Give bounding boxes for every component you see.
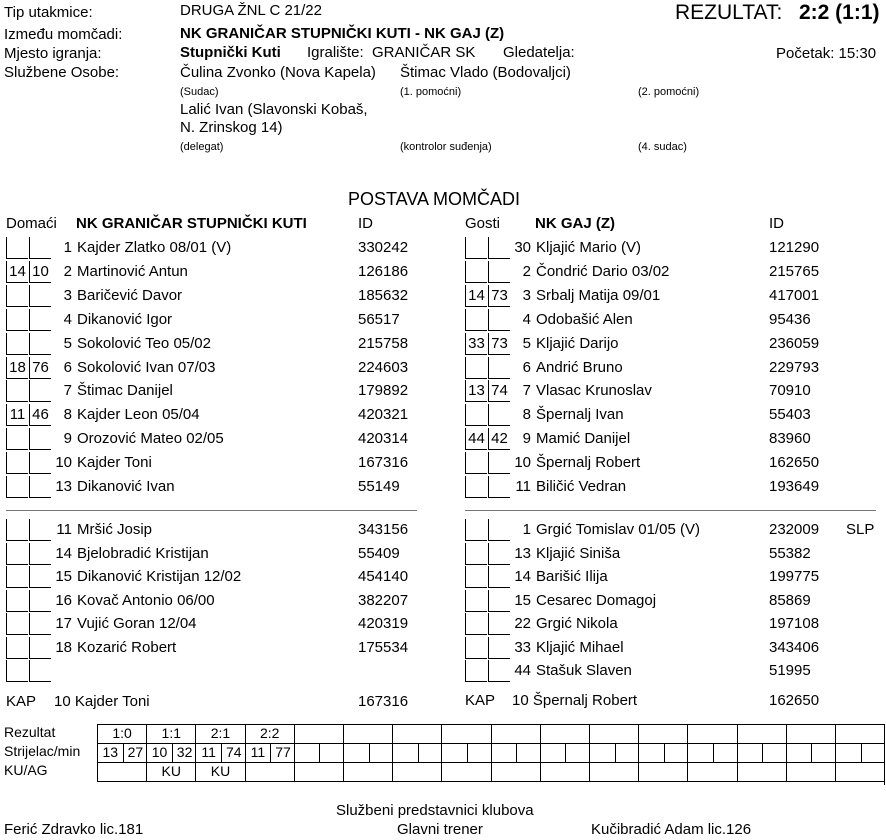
home-player-box-1 xyxy=(6,428,28,450)
goals-grid xyxy=(97,724,885,785)
home-player-id: 224603 xyxy=(358,358,409,376)
home-player-name: Sokolović Ivan 07/03 xyxy=(77,358,216,376)
delegate-line2: N. Zrinskog 14) xyxy=(180,119,283,136)
away-player-name: Biličić Vedran xyxy=(536,478,627,495)
away-sub-note: SLP xyxy=(846,521,875,538)
goal-grid-cell xyxy=(638,763,687,782)
home-sub-name: Kozarić Robert xyxy=(77,638,177,656)
away-player-box-2: 42 xyxy=(488,428,510,450)
goal-grid-cell xyxy=(392,725,441,744)
goal-grid-cell xyxy=(441,763,490,782)
away-player-number: 9 xyxy=(522,430,531,448)
assistant2-role: (2. pomoćni) xyxy=(638,86,700,98)
assistant1-role: (1. pomoćni) xyxy=(400,86,462,98)
home-player-box-1 xyxy=(6,333,28,355)
home-player-name: Kajder Zlatko 08/01 (V) xyxy=(77,239,232,256)
away-sub-id: 343406 xyxy=(769,638,820,656)
goal-grid-cell xyxy=(540,725,589,744)
home-sub-number: 15 xyxy=(55,568,72,585)
goal-grid-cell xyxy=(737,744,786,763)
goal-grid-cell xyxy=(491,763,540,782)
fourth-official-role: (4. sudac) xyxy=(638,141,687,153)
goal-grid-cell xyxy=(589,763,638,782)
home-player-id: 185632 xyxy=(358,286,409,304)
away-sub-id: 85869 xyxy=(769,591,811,609)
home-player-name: Dikanović Ivan xyxy=(77,478,175,495)
teams-label: Između momčadi: xyxy=(4,26,123,43)
away-sub-name: Kljajić Siniša xyxy=(536,544,621,562)
scorer-minute: 77 xyxy=(270,744,295,763)
match-type-value: DRUGA ŽNL C 21/22 xyxy=(180,2,322,19)
scorer-number: 13 xyxy=(102,744,119,760)
goal-grid-cell xyxy=(343,763,392,782)
goal-grid-cell xyxy=(540,763,589,782)
away-player-name: Odobašić Alen xyxy=(536,310,633,328)
away-player-box-2: 74 xyxy=(488,380,510,402)
scorer-number: 11 xyxy=(250,744,266,760)
away-player-box-1 xyxy=(465,237,487,259)
away-sub-number: 22 xyxy=(514,615,531,632)
home-sub-name: Bjelobradić Kristijan xyxy=(77,544,209,562)
away-player-number: 2 xyxy=(522,262,531,280)
goal-grid-cell xyxy=(392,763,441,782)
away-sub-name: Grgić Nikola xyxy=(536,615,618,632)
representative-role: Glavni trener xyxy=(397,821,483,838)
goal-grid-cell xyxy=(589,744,638,763)
goal-grid-cell xyxy=(441,744,490,763)
result-value: 2:2 (1:1) xyxy=(799,1,880,24)
away-divider xyxy=(465,510,876,511)
home-sub-number: 11 xyxy=(56,521,72,538)
away-player-number: 8 xyxy=(522,406,531,424)
away-player-number: 7 xyxy=(522,382,531,400)
away-player-name: Kljajić Mario (V) xyxy=(536,239,642,256)
away-sub-box-1 xyxy=(465,566,487,588)
delegate-role: (delegat) xyxy=(180,141,224,153)
scorer-minute xyxy=(861,744,886,763)
goals-row-ku-label: KU/AG xyxy=(4,762,48,778)
away-player-box-1 xyxy=(465,261,487,283)
home-representative: Ferić Zdravko lic.181 xyxy=(4,821,144,838)
away-player-id: 417001 xyxy=(769,286,820,304)
away-sub-box-1 xyxy=(465,519,487,541)
away-player-name: Andrić Bruno xyxy=(536,358,623,376)
home-player-name: Kajder Leon 05/04 xyxy=(77,406,200,424)
home-player-number: 13 xyxy=(55,478,72,495)
away-captain-id: 162650 xyxy=(769,692,820,709)
away-sub-box-1 xyxy=(465,543,487,565)
away-player-id: 95436 xyxy=(769,310,811,328)
away-player-id: 215765 xyxy=(769,262,820,280)
away-player-number: 11 xyxy=(515,478,531,495)
goal-grid-cell: 1:0 xyxy=(97,725,146,744)
scorer-minute xyxy=(418,744,443,763)
home-player-name: Kajder Toni xyxy=(77,454,152,472)
away-player-box-1 xyxy=(465,452,487,474)
home-sub-number: 14 xyxy=(55,544,72,562)
goal-grid-cell xyxy=(737,763,786,782)
home-player-id: 167316 xyxy=(358,454,409,472)
away-player-id: 193649 xyxy=(769,478,820,495)
home-player-name: Dikanović Igor xyxy=(77,310,173,328)
home-player-number: 2 xyxy=(63,262,72,280)
goal-grid-cell xyxy=(195,744,244,763)
home-player-id: 420314 xyxy=(358,430,409,448)
home-player-box-1 xyxy=(6,380,28,402)
goal-grid-cell xyxy=(589,725,638,744)
goal-grid-cell: 2:2 xyxy=(245,725,294,744)
goal-grid-cell xyxy=(786,725,835,744)
home-captain-id: 167316 xyxy=(358,693,409,710)
home-sub-id: 343156 xyxy=(358,521,409,538)
goal-grid-cell xyxy=(540,744,589,763)
home-sub-name: Vujić Goran 12/04 xyxy=(77,615,197,632)
away-player-id: 229793 xyxy=(769,358,820,376)
home-sub-box-1 xyxy=(6,590,28,612)
scorer-minute xyxy=(319,744,344,763)
away-sub-number: 15 xyxy=(514,591,531,609)
home-player-name: Sokolović Teo 05/02 xyxy=(77,334,211,352)
away-sub-number: 13 xyxy=(514,544,531,562)
away-player-box-2: 73 xyxy=(488,285,510,307)
home-sub-box-1 xyxy=(6,543,28,565)
away-sub-box-1 xyxy=(465,637,487,659)
away-side-label: Gosti xyxy=(465,215,501,232)
away-player-name: Špernalj Ivan xyxy=(536,406,624,424)
goal-grid-cell xyxy=(638,744,687,763)
goal-grid-cell xyxy=(245,744,294,763)
away-player-name: Mamić Danijel xyxy=(536,430,631,448)
home-team-name: NK GRANIČAR STUPNIČKI KUTI xyxy=(76,215,307,232)
goal-grid-cell xyxy=(245,763,294,782)
home-id-header: ID xyxy=(358,215,373,232)
away-player-id: 55403 xyxy=(769,406,811,424)
away-sub-box-1 xyxy=(465,613,487,635)
home-player-number: 6 xyxy=(63,358,72,376)
away-player-box-1 xyxy=(465,357,487,379)
scorer-minute: 74 xyxy=(221,744,246,763)
scorer-minute xyxy=(713,744,738,763)
teams-value: NK GRANIČAR STUPNIČKI KUTI - NK GAJ (Z) xyxy=(180,25,505,42)
away-player-id: 236059 xyxy=(769,334,820,352)
away-player-number: 5 xyxy=(522,334,531,352)
away-player-box-2: 73 xyxy=(488,333,510,355)
goal-grid-cell: 1:1 xyxy=(146,725,195,744)
away-sub-number: 33 xyxy=(514,638,531,656)
referee-name: Čulina Zvonko (Nova Kapela) xyxy=(180,64,376,81)
goal-grid-cell: KU xyxy=(195,763,244,782)
delegate-line1: Lalić Ivan (Slavonski Kobaš, xyxy=(180,101,368,118)
reps-title: Službeni predstavnici klubova xyxy=(336,802,534,819)
home-player-number: 7 xyxy=(63,382,72,400)
home-sub-box-1 xyxy=(6,660,28,682)
scorer-number: 11 xyxy=(201,744,216,760)
away-representative: Kučibradić Adam lic.126 xyxy=(591,821,752,838)
scorer-minute: 32 xyxy=(172,744,197,763)
venue-value: Stupnički Kuti xyxy=(180,44,281,61)
away-sub-number: 44 xyxy=(514,662,531,679)
away-sub-name: Cesarec Domagoj xyxy=(536,591,657,609)
scorer-number: 10 xyxy=(151,744,168,760)
home-player-number: 9 xyxy=(63,430,72,448)
match-type-label: Tip utakmice: xyxy=(4,4,93,21)
home-player-number: 8 xyxy=(63,406,72,424)
lineup-title: POSTAVA MOMČADI xyxy=(348,189,521,209)
away-sub-name: Barišić Ilija xyxy=(536,568,608,585)
away-player-box-1: 33 xyxy=(465,333,487,355)
goal-grid-cell xyxy=(294,725,343,744)
home-sub-box-1 xyxy=(6,519,28,541)
goal-grid-cell xyxy=(392,744,441,763)
scorer-minute xyxy=(369,744,394,763)
home-side-label: Domaći xyxy=(6,215,57,232)
home-sub-id: 454140 xyxy=(358,568,409,585)
goal-grid-cell xyxy=(687,725,736,744)
away-player-number: 10 xyxy=(514,454,531,472)
controller-role: (kontrolor suđenja) xyxy=(400,141,492,153)
away-captain: 10 Špernalj Robert xyxy=(512,692,638,709)
field-label: Igralište: xyxy=(307,44,364,61)
home-divider xyxy=(6,510,417,511)
away-player-name: Kljajić Darijo xyxy=(536,334,619,352)
home-player-number: 3 xyxy=(63,286,72,304)
away-player-name: Čondrić Dario 03/02 xyxy=(536,262,670,280)
home-captain: 10 Kajder Toni xyxy=(54,693,150,710)
goal-grid-cell xyxy=(786,744,835,763)
home-sub-name: Mršić Josip xyxy=(77,521,153,538)
home-player-box-1 xyxy=(6,452,28,474)
goal-grid-cell xyxy=(441,725,490,744)
scorer-minute xyxy=(762,744,787,763)
goals-row-result-label: Rezultat xyxy=(4,724,56,740)
home-sub-box-1 xyxy=(6,566,28,588)
away-sub-number: 1 xyxy=(522,521,531,538)
away-captain-label: KAP xyxy=(465,692,496,709)
home-player-box-2: 10 xyxy=(29,261,51,283)
home-sub-number: 16 xyxy=(55,591,72,609)
home-player-number: 1 xyxy=(63,239,72,256)
home-sub-box-1 xyxy=(6,637,28,659)
assistant1-name: Štimac Vlado (Bodovaljci) xyxy=(400,64,571,81)
home-sub-box-2 xyxy=(29,660,51,682)
venue-label: Mjesto igranja: xyxy=(4,45,102,62)
home-player-box-1 xyxy=(6,309,28,331)
away-sub-name: Stašuk Slaven xyxy=(536,662,632,679)
away-player-number: 30 xyxy=(514,239,531,256)
home-sub-name: Dikanović Kristijan 12/02 xyxy=(77,568,242,585)
home-sub-name: Kovač Antonio 06/00 xyxy=(77,591,215,609)
goal-grid-cell xyxy=(97,744,146,763)
home-player-id: 420321 xyxy=(358,406,409,424)
away-player-name: Špernalj Robert xyxy=(536,454,641,472)
goal-grid-cell xyxy=(835,725,884,744)
home-player-id: 330242 xyxy=(358,239,409,256)
away-player-number: 3 xyxy=(522,286,531,304)
start-time: Početak: 15:30 xyxy=(776,45,877,62)
home-captain-label: KAP xyxy=(6,693,37,710)
away-sub-id: 51995 xyxy=(769,662,811,679)
goal-grid-cell xyxy=(343,744,392,763)
away-player-id: 70910 xyxy=(769,382,811,400)
home-player-name: Štimac Danijel xyxy=(77,382,173,400)
goal-grid-cell xyxy=(737,725,786,744)
spectators-label: Gledatelja: xyxy=(503,44,575,61)
away-player-box-1: 44 xyxy=(465,428,487,450)
away-sub-box-1 xyxy=(465,660,487,682)
scorer-minute xyxy=(811,744,836,763)
home-player-name: Martinović Antun xyxy=(77,262,188,280)
away-player-box-1: 13 xyxy=(465,380,487,402)
home-player-name: Orozović Mateo 02/05 xyxy=(77,430,224,448)
scorer-minute xyxy=(565,744,590,763)
home-sub-box-1 xyxy=(6,613,28,635)
goal-grid-cell xyxy=(146,744,195,763)
home-player-name: Baričević Davor xyxy=(77,286,183,304)
goal-grid-cell xyxy=(638,725,687,744)
goal-grid-cell xyxy=(786,763,835,782)
goal-grid-cell: KU xyxy=(146,763,195,782)
home-player-box-1 xyxy=(6,476,28,498)
home-player-id: 56517 xyxy=(358,310,400,328)
goal-grid-cell xyxy=(97,763,146,782)
away-player-name: Srbalj Matija 09/01 xyxy=(536,286,661,304)
goals-row-scorer-label: Strijelac/min xyxy=(4,743,81,759)
result-label: REZULTAT: xyxy=(675,1,783,24)
away-player-name: Vlasac Krunoslav xyxy=(536,382,652,400)
away-player-id: 83960 xyxy=(769,430,811,448)
home-player-id: 215758 xyxy=(358,334,409,352)
away-player-number: 4 xyxy=(522,310,531,328)
scorer-minute xyxy=(615,744,640,763)
home-player-id: 55149 xyxy=(358,478,400,495)
officials-label: Službene Osobe: xyxy=(4,64,120,81)
home-sub-number: 18 xyxy=(55,638,72,656)
home-player-number: 10 xyxy=(55,454,72,472)
home-player-box-2: 46 xyxy=(29,404,51,426)
home-player-id: 179892 xyxy=(358,382,409,400)
home-sub-id: 382207 xyxy=(358,591,409,609)
away-player-number: 6 xyxy=(522,358,531,376)
home-player-box-1: 11 xyxy=(6,404,28,426)
home-player-box-1 xyxy=(6,285,28,307)
goal-grid-cell xyxy=(835,763,884,782)
goal-grid-cell xyxy=(687,744,736,763)
away-sub-name: Grgić Tomislav 01/05 (V) xyxy=(536,521,700,538)
away-sub-name: Kljajić Mihael xyxy=(536,638,624,656)
home-player-number: 5 xyxy=(63,334,72,352)
away-sub-id: 197108 xyxy=(769,615,820,632)
home-player-box-1 xyxy=(6,237,28,259)
home-sub-id: 55409 xyxy=(358,544,400,562)
field-value: GRANIČAR SK xyxy=(372,44,476,61)
goal-grid-cell xyxy=(835,744,884,763)
away-id-header: ID xyxy=(769,215,784,232)
goal-grid-cell xyxy=(491,725,540,744)
goal-grid-cell xyxy=(294,744,343,763)
away-sub-id: 55382 xyxy=(769,544,811,562)
goal-grid-cell xyxy=(343,725,392,744)
scorer-minute: 27 xyxy=(123,744,148,763)
home-player-box-2: 76 xyxy=(29,357,51,379)
home-player-box-1: 14 xyxy=(6,261,28,283)
scorer-minute xyxy=(516,744,541,763)
home-player-number: 4 xyxy=(63,310,72,328)
goal-grid-cell xyxy=(491,744,540,763)
away-sub-number: 14 xyxy=(514,568,531,585)
away-player-box-1: 14 xyxy=(465,285,487,307)
scorer-minute xyxy=(664,744,689,763)
away-player-id: 162650 xyxy=(769,454,820,472)
away-sub-id: 232009 xyxy=(769,521,820,538)
away-player-box-1 xyxy=(465,404,487,426)
goal-grid-cell: 2:1 xyxy=(195,725,244,744)
home-sub-id: 420319 xyxy=(358,615,409,632)
home-sub-id: 175534 xyxy=(358,638,409,656)
away-team-name: NK GAJ (Z) xyxy=(535,215,615,232)
away-sub-id: 199775 xyxy=(769,568,820,585)
scorer-minute xyxy=(467,744,492,763)
home-sub-number: 17 xyxy=(55,615,72,632)
goal-grid-cell xyxy=(294,763,343,782)
away-player-id: 121290 xyxy=(769,239,820,256)
home-player-box-1: 18 xyxy=(6,357,28,379)
referee-role: (Sudac) xyxy=(180,86,219,98)
away-sub-box-1 xyxy=(465,590,487,612)
goal-grid-cell xyxy=(687,763,736,782)
home-player-id: 126186 xyxy=(358,262,409,280)
away-player-box-1 xyxy=(465,476,487,498)
away-player-box-1 xyxy=(465,309,487,331)
